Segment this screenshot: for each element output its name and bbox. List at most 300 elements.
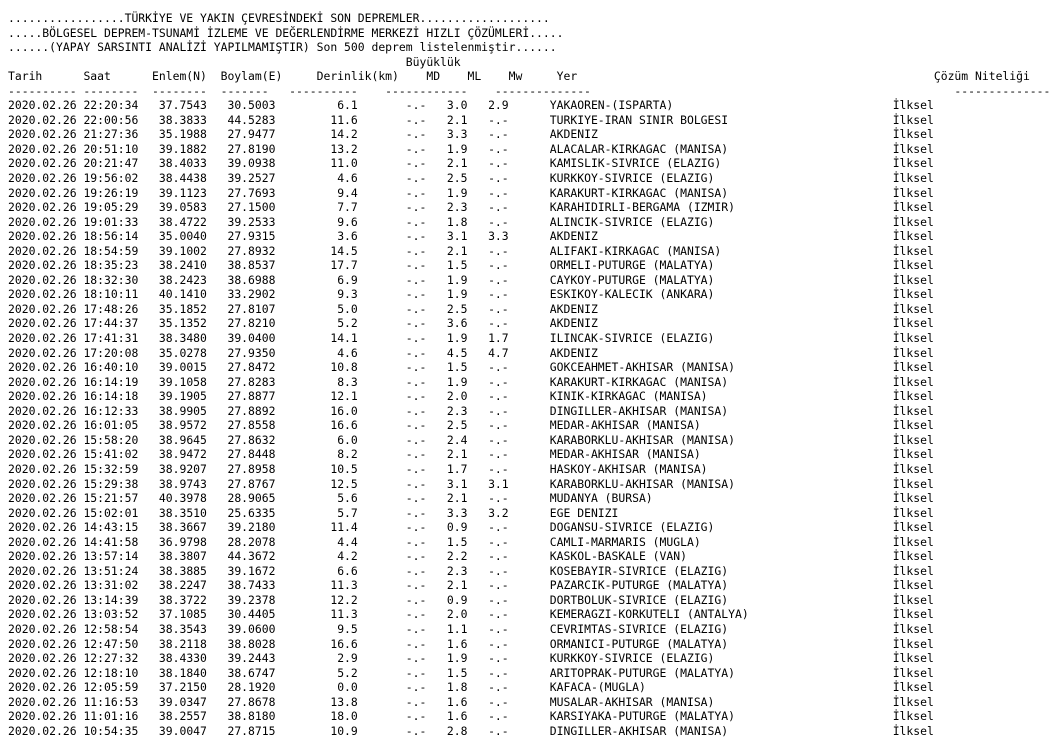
cell-quality: İlksel [892,360,934,375]
cell-md: -.- [357,214,427,229]
cell-md: -.- [357,141,427,156]
cell-ml: 2.4 [426,432,468,447]
cell-time: 15:41:02 [83,447,139,462]
cell-ml: 1.9 [426,374,468,389]
cell-place: YAKAOREN-(ISPARTA) [508,98,893,113]
cell-longitude: 38.8028 [206,636,276,651]
cell-longitude: 27.8877 [206,389,276,404]
table-row [8,477,998,492]
cell-md: -.- [357,185,427,200]
cell-quality: İlksel [892,301,934,316]
cell-time: 13:03:52 [83,607,139,622]
cell-ml: 0.9 [426,592,468,607]
table-row [8,695,998,710]
cell-depth: 4.6 [275,171,358,186]
cell-ml: 2.3 [426,563,468,578]
cell-ml: 1.9 [426,185,468,200]
cell-time: 12:05:59 [83,680,139,695]
cell-longitude: 39.0600 [206,621,276,636]
cell-depth: 8.3 [275,374,358,389]
cell-time: 10:54:35 [83,723,139,738]
cell-quality: İlksel [892,520,934,535]
cell-ml: 2.3 [426,403,468,418]
cell-depth: 11.3 [275,607,358,622]
cell-quality: İlksel [892,709,934,724]
cell-mw: -.- [467,141,509,156]
cell-date: 2020.02.26 [8,621,84,636]
table-row [8,360,998,375]
header-separator: ---------- -------- -------- ------- ---------- ------------ -------------- -------------- [8,83,1050,98]
cell-mw: -.- [467,243,509,258]
cell-place: ARITOPRAK-PUTURGE (MALATYA) [508,665,893,680]
cell-longitude: 27.7693 [206,185,276,200]
cell-depth: 6.6 [275,563,358,578]
indent [8,55,406,69]
cell-latitude: 35.0040 [138,229,207,244]
cell-mw: -.- [467,432,509,447]
table-row [8,98,998,113]
cell-longitude: 27.8472 [206,360,276,375]
cell-date: 2020.02.26 [8,578,84,593]
cell-depth: 7.7 [275,200,358,215]
cell-longitude: 27.8190 [206,141,276,156]
cell-time: 13:31:02 [83,578,139,593]
cell-quality: İlksel [892,229,934,244]
cell-mw: -.- [467,127,509,142]
cell-md: -.- [357,127,427,142]
cell-md: -.- [357,505,427,520]
cell-depth: 9.6 [275,214,358,229]
cell-depth: 5.6 [275,491,358,506]
cell-time: 15:58:20 [83,432,139,447]
cell-md: -.- [357,98,427,113]
cell-place: KEMERAGZI-KORKUTELI (ANTALYA) [508,607,893,622]
cell-longitude: 39.1672 [206,563,276,578]
cell-mw: -.- [467,200,509,215]
cell-time: 12:27:32 [83,651,139,666]
cell-mw: -.- [467,374,509,389]
cell-mw: -.- [467,185,509,200]
cell-longitude: 25.6335 [206,505,276,520]
table-row [8,302,998,317]
cell-latitude: 38.3722 [138,592,207,607]
cell-date: 2020.02.26 [8,447,84,462]
cell-date: 2020.02.26 [8,98,84,113]
cell-quality: İlksel [892,98,934,113]
cell-place: KARABORKLU-AKHISAR (MANISA) [508,476,893,491]
cell-ml: 1.8 [426,680,468,695]
cell-place: AKDENIZ [508,345,893,360]
cell-place: ORMELI-PUTURGE (MALATYA) [508,258,893,273]
table-row [8,593,998,608]
cell-md: -.- [357,520,427,535]
cell-mw: 4.7 [467,345,509,360]
cell-md: -.- [357,578,427,593]
table-row [8,520,998,535]
cell-latitude: 40.3978 [138,491,207,506]
cell-date: 2020.02.26 [8,272,84,287]
cell-date: 2020.02.26 [8,360,84,375]
cell-quality: İlksel [892,214,934,229]
cell-longitude: 39.0938 [206,156,276,171]
cell-place: KASKOL-BASKALE (VAN) [508,549,893,564]
cell-time: 20:21:47 [83,156,139,171]
cell-ml: 1.7 [426,461,468,476]
cell-ml: 1.9 [426,272,468,287]
cell-quality: İlksel [892,287,934,302]
magnitude-group-label: Büyüklük [405,54,461,69]
cell-latitude: 38.1840 [138,665,207,680]
cell-depth: 5.2 [275,316,358,331]
cell-place: KAFACA-(MUGLA) [508,680,893,695]
cell-md: -.- [357,389,427,404]
cell-time: 12:47:50 [83,636,139,651]
cell-mw: -.- [467,621,509,636]
cell-mw: 1.7 [467,331,509,346]
cell-date: 2020.02.26 [8,185,84,200]
cell-longitude: 27.8767 [206,476,276,491]
cell-mw: -.- [467,316,509,331]
cell-ml: 2.8 [426,723,468,738]
cell-date: 2020.02.26 [8,694,84,709]
cell-ml: 2.3 [426,200,468,215]
cell-time: 18:56:14 [83,229,139,244]
cell-place: KINIK-KIRKAGAC (MANISA) [508,389,893,404]
earthquake-list [8,11,1050,738]
cell-quality: İlksel [892,200,934,215]
cell-md: -.- [357,258,427,273]
cell-ml: 1.5 [426,534,468,549]
column-header-row [8,69,1030,84]
cell-md: -.- [357,112,427,127]
cell-depth: 6.1 [275,98,358,113]
cell-time: 21:27:36 [83,127,139,142]
cell-ml: 2.5 [426,301,468,316]
table-row [8,418,998,433]
cell-md: -.- [357,243,427,258]
cell-date: 2020.02.26 [8,636,84,651]
cell-mw: -.- [467,418,509,433]
table-row [8,578,998,593]
cell-depth: 4.4 [275,534,358,549]
cell-depth: 18.0 [275,709,358,724]
table-row [8,651,998,666]
cell-longitude: 28.1920 [206,680,276,695]
cell-date: 2020.02.26 [8,287,84,302]
cell-date: 2020.02.26 [8,331,84,346]
cell-latitude: 39.1123 [138,185,207,200]
cell-time: 13:14:39 [83,592,139,607]
cell-time: 17:20:08 [83,345,139,360]
cell-latitude: 37.2150 [138,680,207,695]
cell-quality: İlksel [892,549,934,564]
cell-depth: 11.0 [275,156,358,171]
table-row [8,491,998,506]
cell-mw: -.- [467,171,509,186]
cell-mw: -.- [467,694,509,709]
cell-place: KARAKURT-KIRKAGAC (MANISA) [508,185,893,200]
cell-md: -.- [357,607,427,622]
cell-latitude: 38.4033 [138,156,207,171]
cell-depth: 11.4 [275,520,358,535]
cell-latitude: 39.0047 [138,723,207,738]
cell-quality: İlksel [892,607,934,622]
cell-quality: İlksel [892,243,934,258]
cell-quality: İlksel [892,331,934,346]
cell-md: -.- [357,171,427,186]
cell-latitude: 36.9798 [138,534,207,549]
cell-place: CAYKOY-PUTURGE (MALATYA) [508,272,893,287]
cell-longitude: 38.8537 [206,258,276,273]
cell-ml: 2.2 [426,549,468,564]
cell-md: -.- [357,651,427,666]
cell-time: 16:14:18 [83,389,139,404]
cell-quality: İlksel [892,461,934,476]
cell-quality: İlksel [892,723,934,738]
cell-latitude: 39.1905 [138,389,207,404]
cell-place: KARAHIDIRLI-BERGAMA (IZMIR) [508,200,893,215]
cell-place: ALIFAKI-KIRKAGAC (MANISA) [508,243,893,258]
cell-latitude: 38.4722 [138,214,207,229]
cell-date: 2020.02.26 [8,461,84,476]
cell-longitude: 28.9065 [206,491,276,506]
cell-mw: -.- [467,680,509,695]
cell-quality: İlksel [892,592,934,607]
cell-md: -.- [357,229,427,244]
cell-quality: İlksel [892,389,934,404]
cell-mw: 3.3 [467,229,509,244]
table-row [8,404,998,419]
cell-time: 13:57:14 [83,549,139,564]
cell-date: 2020.02.26 [8,214,84,229]
cell-latitude: 38.9905 [138,403,207,418]
cell-time: 22:20:34 [83,98,139,113]
cell-ml: 0.9 [426,520,468,535]
cell-quality: İlksel [892,621,934,636]
cell-ml: 3.1 [426,476,468,491]
cell-date: 2020.02.26 [8,418,84,433]
cell-quality: İlksel [892,636,934,651]
cell-longitude: 38.7433 [206,578,276,593]
cell-date: 2020.02.26 [8,403,84,418]
cell-quality: İlksel [892,680,934,695]
cell-depth: 5.2 [275,665,358,680]
cell-md: -.- [357,636,427,651]
cell-mw: -.- [467,520,509,535]
cell-ml: 3.0 [426,98,468,113]
table-row [8,389,998,404]
cell-longitude: 27.8448 [206,447,276,462]
cell-depth: 14.1 [275,331,358,346]
cell-latitude: 38.4330 [138,651,207,666]
cell-depth: 17.7 [275,258,358,273]
cell-ml: 2.0 [426,607,468,622]
cell-date: 2020.02.26 [8,200,84,215]
cell-depth: 5.0 [275,301,358,316]
cell-md: -.- [357,272,427,287]
table-row [8,447,998,462]
cell-quality: İlksel [892,258,934,273]
cell-ml: 3.1 [426,229,468,244]
cell-ml: 3.6 [426,316,468,331]
cell-date: 2020.02.26 [8,374,84,389]
table-row [8,186,998,201]
cell-depth: 3.6 [275,229,358,244]
table-row [8,258,998,273]
earthquake-rows [8,98,998,738]
cell-mw: -.- [467,447,509,462]
cell-time: 16:40:10 [83,360,139,375]
cell-time: 17:48:26 [83,301,139,316]
cell-place: EGE DENIZI [508,505,893,520]
cell-date: 2020.02.26 [8,345,84,360]
cell-place: CAMLI-MARMARIS (MUGLA) [508,534,893,549]
cell-md: -.- [357,200,427,215]
cell-latitude: 35.1852 [138,301,207,316]
cell-mw: -.- [467,534,509,549]
cell-place: ORMANICI-PUTURGE (MALATYA) [508,636,893,651]
cell-time: 15:29:38 [83,476,139,491]
cell-md: -.- [357,723,427,738]
cell-md: -.- [357,345,427,360]
cell-time: 11:01:16 [83,709,139,724]
cell-longitude: 38.6747 [206,665,276,680]
cell-md: -.- [357,621,427,636]
cell-longitude: 27.8210 [206,316,276,331]
cell-latitude: 38.9207 [138,461,207,476]
cell-quality: İlksel [892,505,934,520]
cell-quality: İlksel [892,563,934,578]
cell-ml: 2.5 [426,171,468,186]
cell-date: 2020.02.26 [8,476,84,491]
cell-latitude: 40.1410 [138,287,207,302]
col-tarih: Tarih [8,69,84,84]
cell-mw: -.- [467,549,509,564]
table-row [8,316,998,331]
table-row [8,607,998,622]
cell-date: 2020.02.26 [8,301,84,316]
cell-date: 2020.02.26 [8,491,84,506]
cell-longitude: 27.9477 [206,127,276,142]
cell-date: 2020.02.26 [8,141,84,156]
cell-place: CEVRIMTAS-SIVRICE (ELAZIG) [508,621,893,636]
cell-latitude: 38.2247 [138,578,207,593]
cell-place: AKDENIZ [508,229,893,244]
cell-longitude: 39.0400 [206,331,276,346]
cell-ml: 2.1 [426,156,468,171]
cell-place: KARABORKLU-AKHISAR (MANISA) [508,432,893,447]
cell-date: 2020.02.26 [8,665,84,680]
cell-quality: İlksel [892,578,934,593]
table-row [8,564,998,579]
cell-quality: İlksel [892,316,934,331]
cell-ml: 1.6 [426,709,468,724]
cell-quality: İlksel [892,272,934,287]
cell-time: 12:18:10 [83,665,139,680]
cell-md: -.- [357,476,427,491]
cell-time: 16:12:33 [83,403,139,418]
cell-md: -.- [357,563,427,578]
cell-time: 17:41:31 [83,331,139,346]
cell-date: 2020.02.26 [8,651,84,666]
table-row [8,549,998,564]
cell-date: 2020.02.26 [8,534,84,549]
cell-quality: İlksel [892,171,934,186]
col-ml: ML [467,69,509,84]
cell-time: 17:44:37 [83,316,139,331]
cell-mw: -.- [467,214,509,229]
cell-latitude: 37.1085 [138,607,207,622]
cell-ml: 2.1 [426,243,468,258]
cell-longitude: 27.8932 [206,243,276,258]
cell-place: ESKIKOY-KALECIK (ANKARA) [508,287,893,302]
cell-md: -.- [357,491,427,506]
cell-ml: 1.9 [426,651,468,666]
cell-depth: 9.4 [275,185,358,200]
cell-mw: -.- [467,592,509,607]
cell-quality: İlksel [892,491,934,506]
cell-md: -.- [357,680,427,695]
cell-latitude: 38.3510 [138,505,207,520]
cell-longitude: 27.8715 [206,723,276,738]
cell-latitude: 35.1988 [138,127,207,142]
cell-place: MUDANYA (BURSA) [508,491,893,506]
cell-time: 16:01:05 [83,418,139,433]
cell-depth: 14.2 [275,127,358,142]
cell-longitude: 30.4405 [206,607,276,622]
cell-date: 2020.02.26 [8,432,84,447]
cell-md: -.- [357,287,427,302]
table-row [8,244,998,259]
cell-mw: 3.2 [467,505,509,520]
cell-depth: 11.3 [275,578,358,593]
cell-date: 2020.02.26 [8,607,84,622]
cell-longitude: 39.2527 [206,171,276,186]
cell-time: 15:02:01 [83,505,139,520]
cell-depth: 8.2 [275,447,358,462]
table-row [8,622,998,637]
cell-ml: 1.9 [426,141,468,156]
cell-latitude: 35.1352 [138,316,207,331]
cell-longitude: 27.8678 [206,694,276,709]
cell-quality: İlksel [892,476,934,491]
cell-quality: İlksel [892,432,934,447]
cell-date: 2020.02.26 [8,229,84,244]
cell-ml: 1.6 [426,694,468,709]
cell-mw: -.- [467,607,509,622]
cell-quality: İlksel [892,141,934,156]
cell-place: KARSIYAKA-PUTURGE (MALATYA) [508,709,893,724]
cell-md: -.- [357,549,427,564]
cell-mw: -.- [467,272,509,287]
cell-md: -.- [357,447,427,462]
cell-mw: -.- [467,636,509,651]
cell-date: 2020.02.26 [8,171,84,186]
cell-place: TURKIYE-IRAN SINIR BOLGESI [508,112,893,127]
cell-longitude: 27.9315 [206,229,276,244]
table-row [8,215,998,230]
report-title: .................TÜRKİYE VE YAKIN ÇEVRESİNDEKİ SON DEPREMLER................... [8,11,550,25]
cell-place: MEDAR-AKHISAR (MANISA) [508,418,893,433]
cell-depth: 13.2 [275,141,358,156]
cell-mw: 3.1 [467,476,509,491]
cell-mw: -.- [467,461,509,476]
cell-md: -.- [357,461,427,476]
cell-longitude: 27.8632 [206,432,276,447]
cell-mw: -.- [467,258,509,273]
cell-latitude: 38.2423 [138,272,207,287]
report-note: ......(YAPAY SARSINTI ANALİZİ YAPILMAMIŞTIR) Son 500 deprem listelenmiştir...... [8,40,557,55]
